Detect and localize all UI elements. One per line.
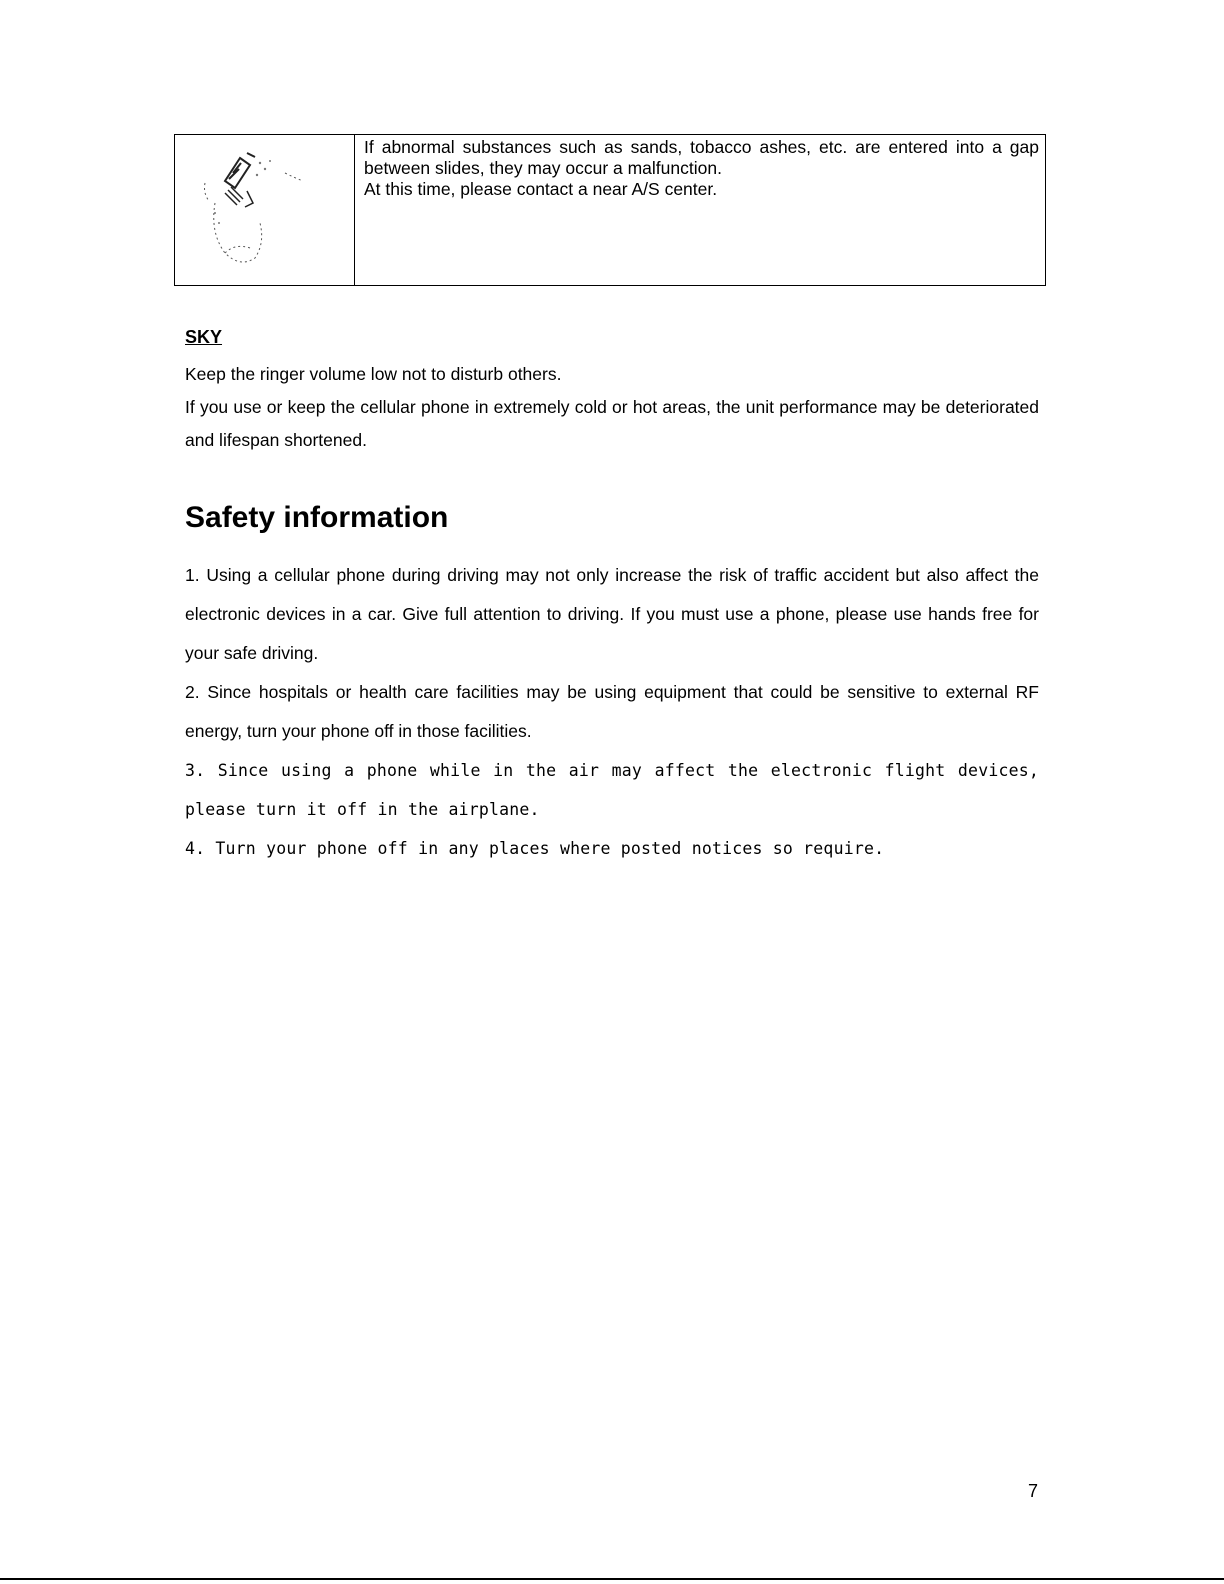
notice-box bbox=[174, 134, 1046, 286]
sky-paragraph-2: If you use or keep the cellular phone in extremely cold or hot areas, the unit performance may be deteriorated and lifespan shortened. bbox=[185, 397, 1039, 450]
hand-phone-slide-icon bbox=[195, 143, 305, 273]
sky-section bbox=[185, 326, 1039, 457]
safety-item-4: 4. Turn your phone off in any places where posted notices so require. bbox=[185, 839, 885, 858]
safety-item-3: 3. Since using a phone while in the air may affect the electronic flight devices, please turn it off in the airplane. bbox=[185, 761, 1039, 819]
safety-title: Safety information bbox=[185, 501, 449, 534]
safety-item-2: 2. Since hospitals or health care facilities may be using equipment that could be sensitive to external RF energy, turn your phone off in those facilities. bbox=[185, 682, 1039, 741]
notice-illustration bbox=[175, 135, 355, 285]
safety-item-1: 1. Using a cellular phone during driving may not only increase the risk of traffic accident but also affect the electronic devices in a car. Give full attention to driving. If you must use a phone, please use hands free for your safe driving. bbox=[185, 565, 1039, 663]
notice-text bbox=[355, 135, 1045, 285]
sky-title: SKY bbox=[185, 327, 223, 347]
safety-list bbox=[185, 556, 1039, 868]
notice-line-2: At this time, please contact a near A/S center. bbox=[364, 179, 718, 199]
sky-paragraph-1: Keep the ringer volume low not to disturb others. bbox=[185, 364, 562, 384]
bottom-rule bbox=[0, 1578, 1224, 1580]
notice-line-1: If abnormal substances such as sands, tobacco ashes, etc. are entered into a gap between slides, they may occur a malfunction. bbox=[364, 137, 1039, 178]
page-number: 7 bbox=[1028, 1481, 1039, 1501]
